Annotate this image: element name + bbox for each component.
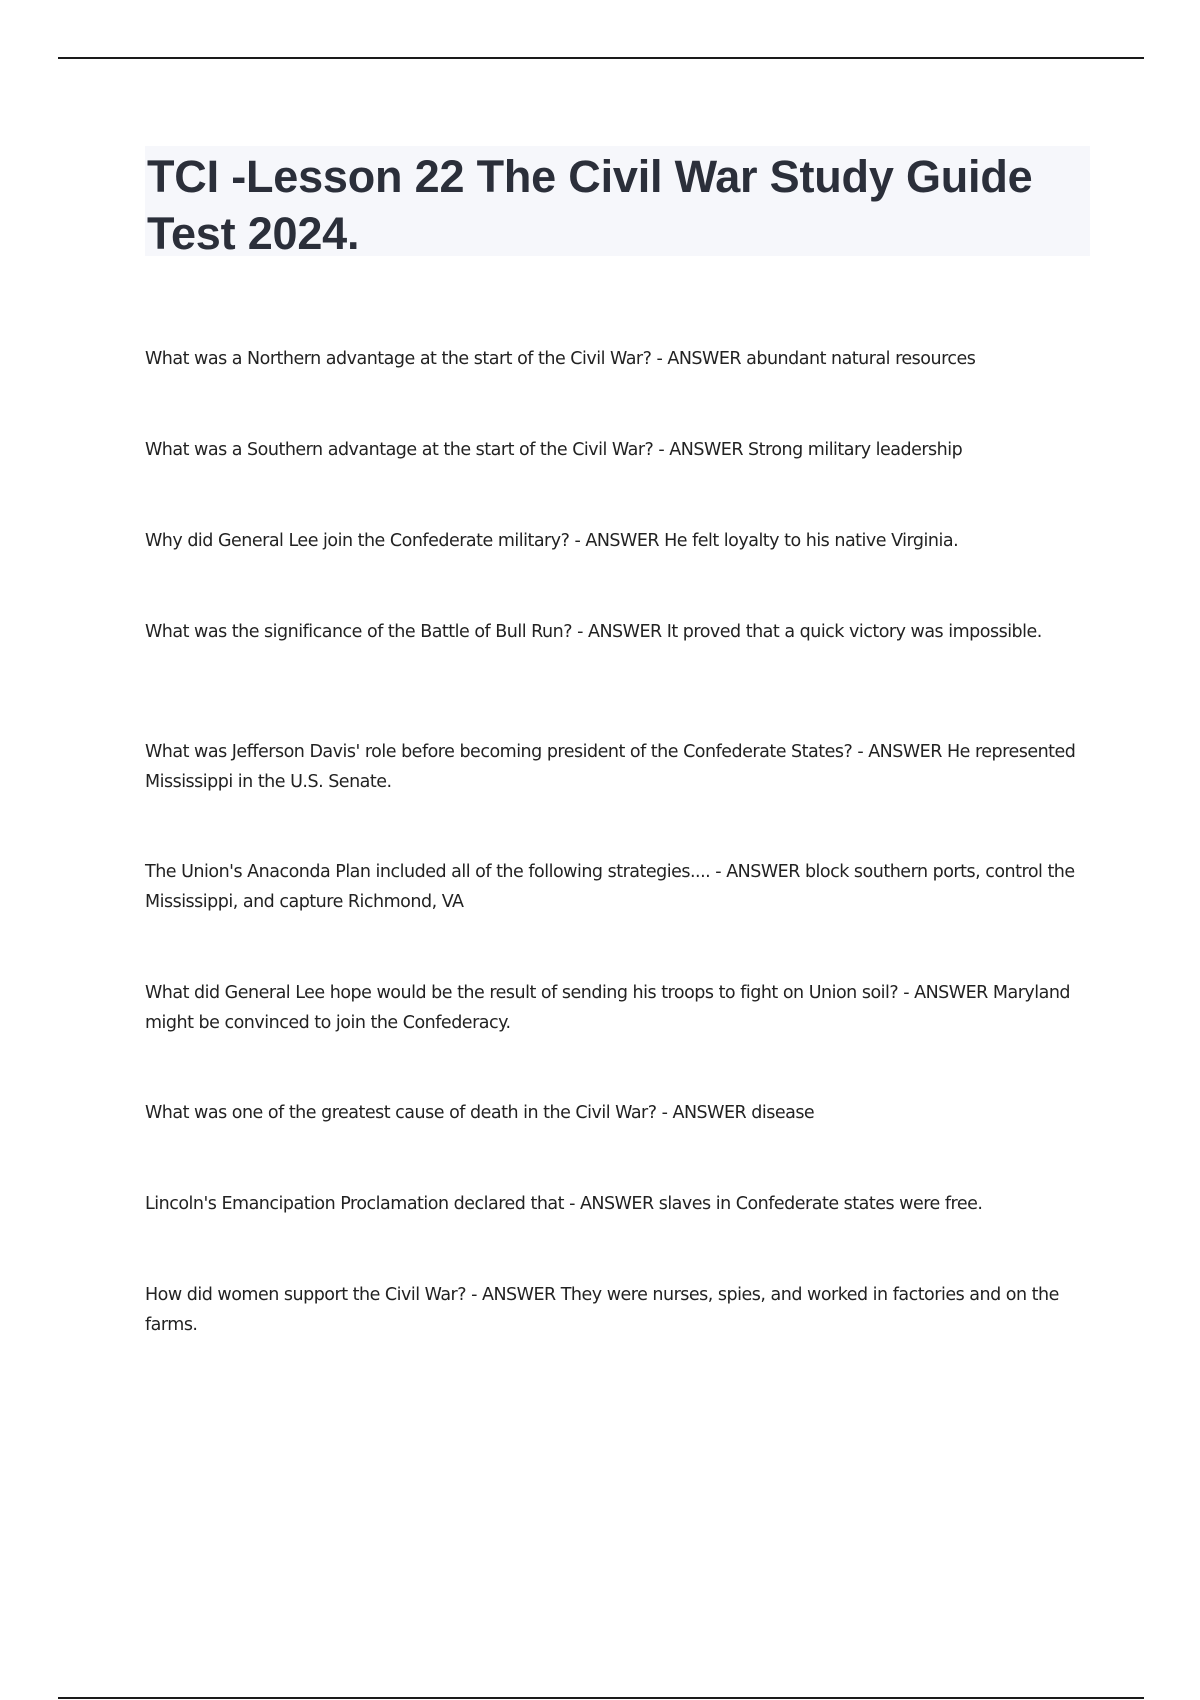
question-text: What was one of the greatest cause of death in the Civil War? — [145, 1103, 657, 1123]
document-title: TCI -Lesson 22 The Civil War Study Guide Test 2024. — [147, 151, 1033, 259]
qa-item — [145, 1189, 1090, 1219]
answer-text: ANSWER slaves in Confederate states were free. — [579, 1194, 983, 1214]
qa-item — [145, 344, 1090, 374]
question-text: What was a Southern advantage at the start of the Civil War? — [145, 440, 654, 460]
qa-item — [145, 978, 1090, 1038]
qa-separator: - — [572, 622, 588, 642]
answer-text: ANSWER They were nurses, spies, and worked in factories and on the farms. — [145, 1285, 1059, 1335]
qa-item — [145, 617, 1090, 647]
qa-item — [145, 526, 1090, 556]
question-text: Why did General Lee join the Confederate military? — [145, 531, 570, 551]
answer-text: ANSWER disease — [672, 1103, 815, 1123]
answer-text: ANSWER block southern ports, control the Mississippi, and capture Richmond, VA — [145, 862, 1075, 912]
bottom-rule — [58, 1697, 1144, 1699]
answer-text: ANSWER It proved that a quick victory was impossible. — [587, 622, 1042, 642]
qa-item — [145, 1280, 1090, 1340]
qa-separator: - — [564, 1194, 580, 1214]
qa-item — [145, 857, 1090, 917]
qa-separator: - — [466, 1285, 482, 1305]
answer-text: ANSWER abundant natural resources — [667, 349, 976, 369]
qa-separator: - — [653, 440, 670, 460]
qa-separator: - — [898, 983, 915, 1003]
question-text: Lincoln's Emancipation Proclamation declared that — [145, 1194, 564, 1214]
answer-text: ANSWER He represented Mississippi in the U.S. Senate. — [145, 742, 1076, 792]
answer-text: ANSWER He felt loyalty to his native Virginia. — [585, 531, 959, 551]
top-rule — [58, 57, 1144, 59]
qa-item — [145, 737, 1090, 797]
question-text: How did women support the Civil War? — [145, 1285, 467, 1305]
qa-item — [145, 1098, 1090, 1128]
qa-separator: - — [710, 862, 727, 882]
question-text: What did General Lee hope would be the result of sending his troops to fight on Union soil? — [145, 983, 899, 1003]
question-text: The Union's Anaconda Plan included all of the following strategies.... — [145, 862, 711, 882]
qa-item — [145, 435, 1090, 465]
answer-text: ANSWER Strong military leadership — [669, 440, 963, 460]
qa-separator: - — [651, 349, 668, 369]
question-text: What was the significance of the Battle of Bull Run? — [145, 622, 573, 642]
answer-text: ANSWER Maryland might be convinced to join the Confederacy. — [145, 983, 1071, 1033]
qa-separator: - — [569, 531, 586, 551]
title-block — [145, 146, 1090, 259]
question-text: What was a Northern advantage at the start of the Civil War? — [145, 349, 652, 369]
qa-separator: - — [656, 1103, 673, 1123]
qa-separator: - — [852, 742, 869, 762]
question-text: What was Jefferson Davis' role before becoming president of the Confederate States? — [145, 742, 853, 762]
